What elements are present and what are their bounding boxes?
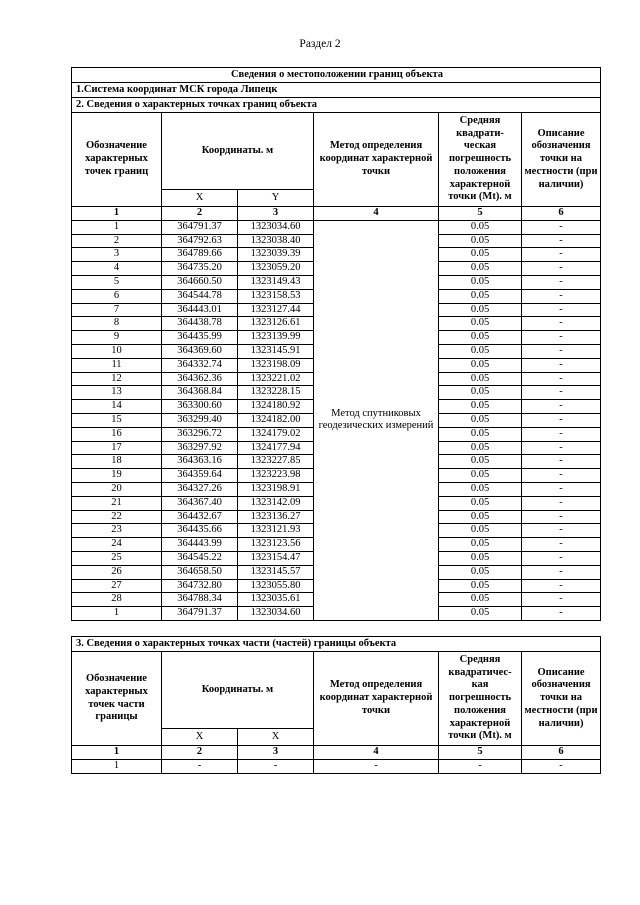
point-number: 6 [72, 289, 162, 303]
description: - [522, 275, 601, 289]
table-row [72, 220, 601, 234]
coord-x: 364432.67 [162, 510, 238, 524]
coord-y: 1323139.99 [238, 331, 314, 345]
description: - [522, 482, 601, 496]
col-number: 5 [439, 746, 522, 760]
table-row [72, 759, 601, 773]
boundary-points-table [71, 67, 601, 621]
part-boundary-points-table [71, 636, 601, 774]
section2-title: 2. Сведения о характерных точках границ объекта [72, 98, 601, 113]
accuracy: 0.05 [439, 220, 522, 234]
description: - [522, 234, 601, 248]
description: - [522, 759, 601, 773]
description: - [522, 331, 601, 345]
section3-row [72, 637, 601, 652]
accuracy: 0.05 [439, 551, 522, 565]
coord-y: 1323126.61 [238, 317, 314, 331]
header-point: Обозначение характерных точек границ [72, 113, 162, 207]
point-number: 15 [72, 413, 162, 427]
coord-x: 364789.66 [162, 248, 238, 262]
column-numbers-row [72, 746, 601, 760]
point-number: 23 [72, 524, 162, 538]
coord-y: 1323055.80 [238, 579, 314, 593]
section2-row [72, 98, 601, 113]
coord-y: 1323223.98 [238, 469, 314, 483]
point-number: 8 [72, 317, 162, 331]
accuracy: 0.05 [439, 524, 522, 538]
description: - [522, 538, 601, 552]
coord-y: 1323039.39 [238, 248, 314, 262]
coord-x: 363300.60 [162, 400, 238, 414]
section-title: Раздел 2 [299, 38, 341, 50]
coord-y: 1323154.47 [238, 551, 314, 565]
point-number: 1 [72, 759, 162, 773]
accuracy: 0.05 [439, 303, 522, 317]
description: - [522, 524, 601, 538]
point-number: 18 [72, 455, 162, 469]
coord-y: 1323228.15 [238, 386, 314, 400]
point-number: 2 [72, 234, 162, 248]
description: - [522, 317, 601, 331]
coord-x: 364367.40 [162, 496, 238, 510]
accuracy: 0.05 [439, 455, 522, 469]
description: - [522, 565, 601, 579]
point-number: 22 [72, 510, 162, 524]
coord-x: 364792.63 [162, 234, 238, 248]
accuracy: 0.05 [439, 496, 522, 510]
point-number: 14 [72, 400, 162, 414]
accuracy: 0.05 [439, 344, 522, 358]
description: - [522, 551, 601, 565]
col-number: 5 [439, 207, 522, 221]
coord-y: 1323059.20 [238, 262, 314, 276]
coord-x: 364443.01 [162, 303, 238, 317]
point-number: 9 [72, 331, 162, 345]
accuracy: 0.05 [439, 482, 522, 496]
description: - [522, 441, 601, 455]
coord-y: 1324182.00 [238, 413, 314, 427]
coord-y: 1323198.91 [238, 482, 314, 496]
header-description: Описание обозначения точки на местности (при наличии) [522, 652, 601, 746]
coord-y: 1324177.94 [238, 441, 314, 455]
col-number: 6 [522, 746, 601, 760]
accuracy: 0.05 [439, 386, 522, 400]
table-title: Сведения о местоположении границ объекта [72, 68, 601, 83]
header-y: X [238, 729, 314, 746]
description: - [522, 289, 601, 303]
coord-x: 363297.92 [162, 441, 238, 455]
point-number: 13 [72, 386, 162, 400]
coord-x: 363296.72 [162, 427, 238, 441]
description: - [522, 303, 601, 317]
point-number: 4 [72, 262, 162, 276]
header-point: Обозначение характерных точек части границы [72, 652, 162, 746]
description: - [522, 220, 601, 234]
accuracy: 0.05 [439, 234, 522, 248]
header-accuracy: Средняя квадратичес-кая погрешность положения характерной точки (Mt). м [439, 652, 522, 746]
coord-x: 364545.22 [162, 551, 238, 565]
description: - [522, 248, 601, 262]
header-x: X [162, 190, 238, 207]
description: - [522, 455, 601, 469]
coord-x: 364369.60 [162, 344, 238, 358]
coord-x: 364438.78 [162, 317, 238, 331]
description: - [522, 469, 601, 483]
coord-y: - [238, 759, 314, 773]
point-number: 20 [72, 482, 162, 496]
accuracy: 0.05 [439, 331, 522, 345]
coord-x: 364788.34 [162, 593, 238, 607]
point-number: 5 [72, 275, 162, 289]
description: - [522, 358, 601, 372]
header-coords: Координаты. м [162, 113, 314, 190]
coord-y: 1323142.09 [238, 496, 314, 510]
method-value: Метод спутниковых геодезических измерений [314, 220, 439, 620]
method: - [314, 759, 439, 773]
accuracy: 0.05 [439, 413, 522, 427]
col-number: 1 [72, 207, 162, 221]
header-row [72, 113, 601, 190]
coord-y: 1324179.02 [238, 427, 314, 441]
coord-y: 1323145.91 [238, 344, 314, 358]
point-number: 19 [72, 469, 162, 483]
accuracy: 0.05 [439, 593, 522, 607]
point-number: 12 [72, 372, 162, 386]
coord-y: 1323158.53 [238, 289, 314, 303]
accuracy: 0.05 [439, 427, 522, 441]
header-description: Описание обозначения точки на местности (при наличии) [522, 113, 601, 207]
coord-x: 363299.40 [162, 413, 238, 427]
header-x: X [162, 729, 238, 746]
point-number: 28 [72, 593, 162, 607]
coord-x: 364359.64 [162, 469, 238, 483]
coord-x: 364791.37 [162, 607, 238, 621]
coord-x: 364544.78 [162, 289, 238, 303]
description: - [522, 593, 601, 607]
col-number: 2 [162, 207, 238, 221]
column-numbers-row [72, 207, 601, 221]
coordinate-system: 1.Система координат МСК города Липецк [72, 83, 601, 98]
description: - [522, 579, 601, 593]
accuracy: 0.05 [439, 565, 522, 579]
coord-y: 1323035.61 [238, 593, 314, 607]
coord-y: 1323136.27 [238, 510, 314, 524]
coord-x: 364362.36 [162, 372, 238, 386]
coord-x: 364660.50 [162, 275, 238, 289]
accuracy: 0.05 [439, 317, 522, 331]
coord-y: 1324180.92 [238, 400, 314, 414]
accuracy: 0.05 [439, 469, 522, 483]
point-number: 11 [72, 358, 162, 372]
coord-y: 1323034.60 [238, 220, 314, 234]
coord-y: 1323198.09 [238, 358, 314, 372]
header-row [72, 652, 601, 729]
coord-x: 364732.80 [162, 579, 238, 593]
point-number: 1 [72, 220, 162, 234]
coordinate-system-row [72, 83, 601, 98]
col-number: 2 [162, 746, 238, 760]
description: - [522, 400, 601, 414]
accuracy: 0.05 [439, 358, 522, 372]
coord-y: 1323149.43 [238, 275, 314, 289]
col-number: 1 [72, 746, 162, 760]
accuracy: 0.05 [439, 248, 522, 262]
description: - [522, 496, 601, 510]
point-number: 21 [72, 496, 162, 510]
accuracy: 0.05 [439, 262, 522, 276]
coord-x: 364435.99 [162, 331, 238, 345]
description: - [522, 262, 601, 276]
accuracy: 0.05 [439, 607, 522, 621]
section3-title: 3. Сведения о характерных точках части (частей) границы объекта [72, 637, 601, 652]
coord-x: 364368.84 [162, 386, 238, 400]
coord-x: 364791.37 [162, 220, 238, 234]
point-number: 25 [72, 551, 162, 565]
description: - [522, 427, 601, 441]
coord-x: 364327.26 [162, 482, 238, 496]
coord-x: - [162, 759, 238, 773]
col-number: 4 [314, 746, 439, 760]
point-number: 17 [72, 441, 162, 455]
coord-x: 364735.20 [162, 262, 238, 276]
col-number: 4 [314, 207, 439, 221]
coord-x: 364435.66 [162, 524, 238, 538]
accuracy: 0.05 [439, 275, 522, 289]
col-number: 3 [238, 207, 314, 221]
coord-x: 364332.74 [162, 358, 238, 372]
accuracy: 0.05 [439, 372, 522, 386]
coord-x: 364658.50 [162, 565, 238, 579]
coord-y: 1323123.56 [238, 538, 314, 552]
point-number: 27 [72, 579, 162, 593]
point-number: 26 [72, 565, 162, 579]
accuracy: - [439, 759, 522, 773]
description: - [522, 607, 601, 621]
accuracy: 0.05 [439, 289, 522, 303]
accuracy: 0.05 [439, 400, 522, 414]
coord-y: 1323221.02 [238, 372, 314, 386]
header-method: Метод определения координат характерной точки [314, 652, 439, 746]
header-y: Y [238, 190, 314, 207]
header-coords: Координаты. м [162, 652, 314, 729]
col-number: 6 [522, 207, 601, 221]
coord-y: 1323145.57 [238, 565, 314, 579]
accuracy: 0.05 [439, 538, 522, 552]
accuracy: 0.05 [439, 441, 522, 455]
col-number: 3 [238, 746, 314, 760]
coord-y: 1323038.40 [238, 234, 314, 248]
point-number: 24 [72, 538, 162, 552]
point-number: 7 [72, 303, 162, 317]
accuracy: 0.05 [439, 510, 522, 524]
header-accuracy: Средняя квадрати-ческая погрешность положения характерной точки (Mt). м [439, 113, 522, 207]
coord-y: 1323227.85 [238, 455, 314, 469]
coord-y: 1323121.93 [238, 524, 314, 538]
point-number: 10 [72, 344, 162, 358]
table-title-row [72, 68, 601, 83]
coord-x: 364363.16 [162, 455, 238, 469]
point-number: 1 [72, 607, 162, 621]
description: - [522, 413, 601, 427]
description: - [522, 372, 601, 386]
point-number: 3 [72, 248, 162, 262]
accuracy: 0.05 [439, 579, 522, 593]
coord-y: 1323034.60 [238, 607, 314, 621]
coord-x: 364443.99 [162, 538, 238, 552]
description: - [522, 344, 601, 358]
description: - [522, 386, 601, 400]
coord-y: 1323127.44 [238, 303, 314, 317]
description: - [522, 510, 601, 524]
header-method: Метод определения координат характерной точки [314, 113, 439, 207]
point-number: 16 [72, 427, 162, 441]
